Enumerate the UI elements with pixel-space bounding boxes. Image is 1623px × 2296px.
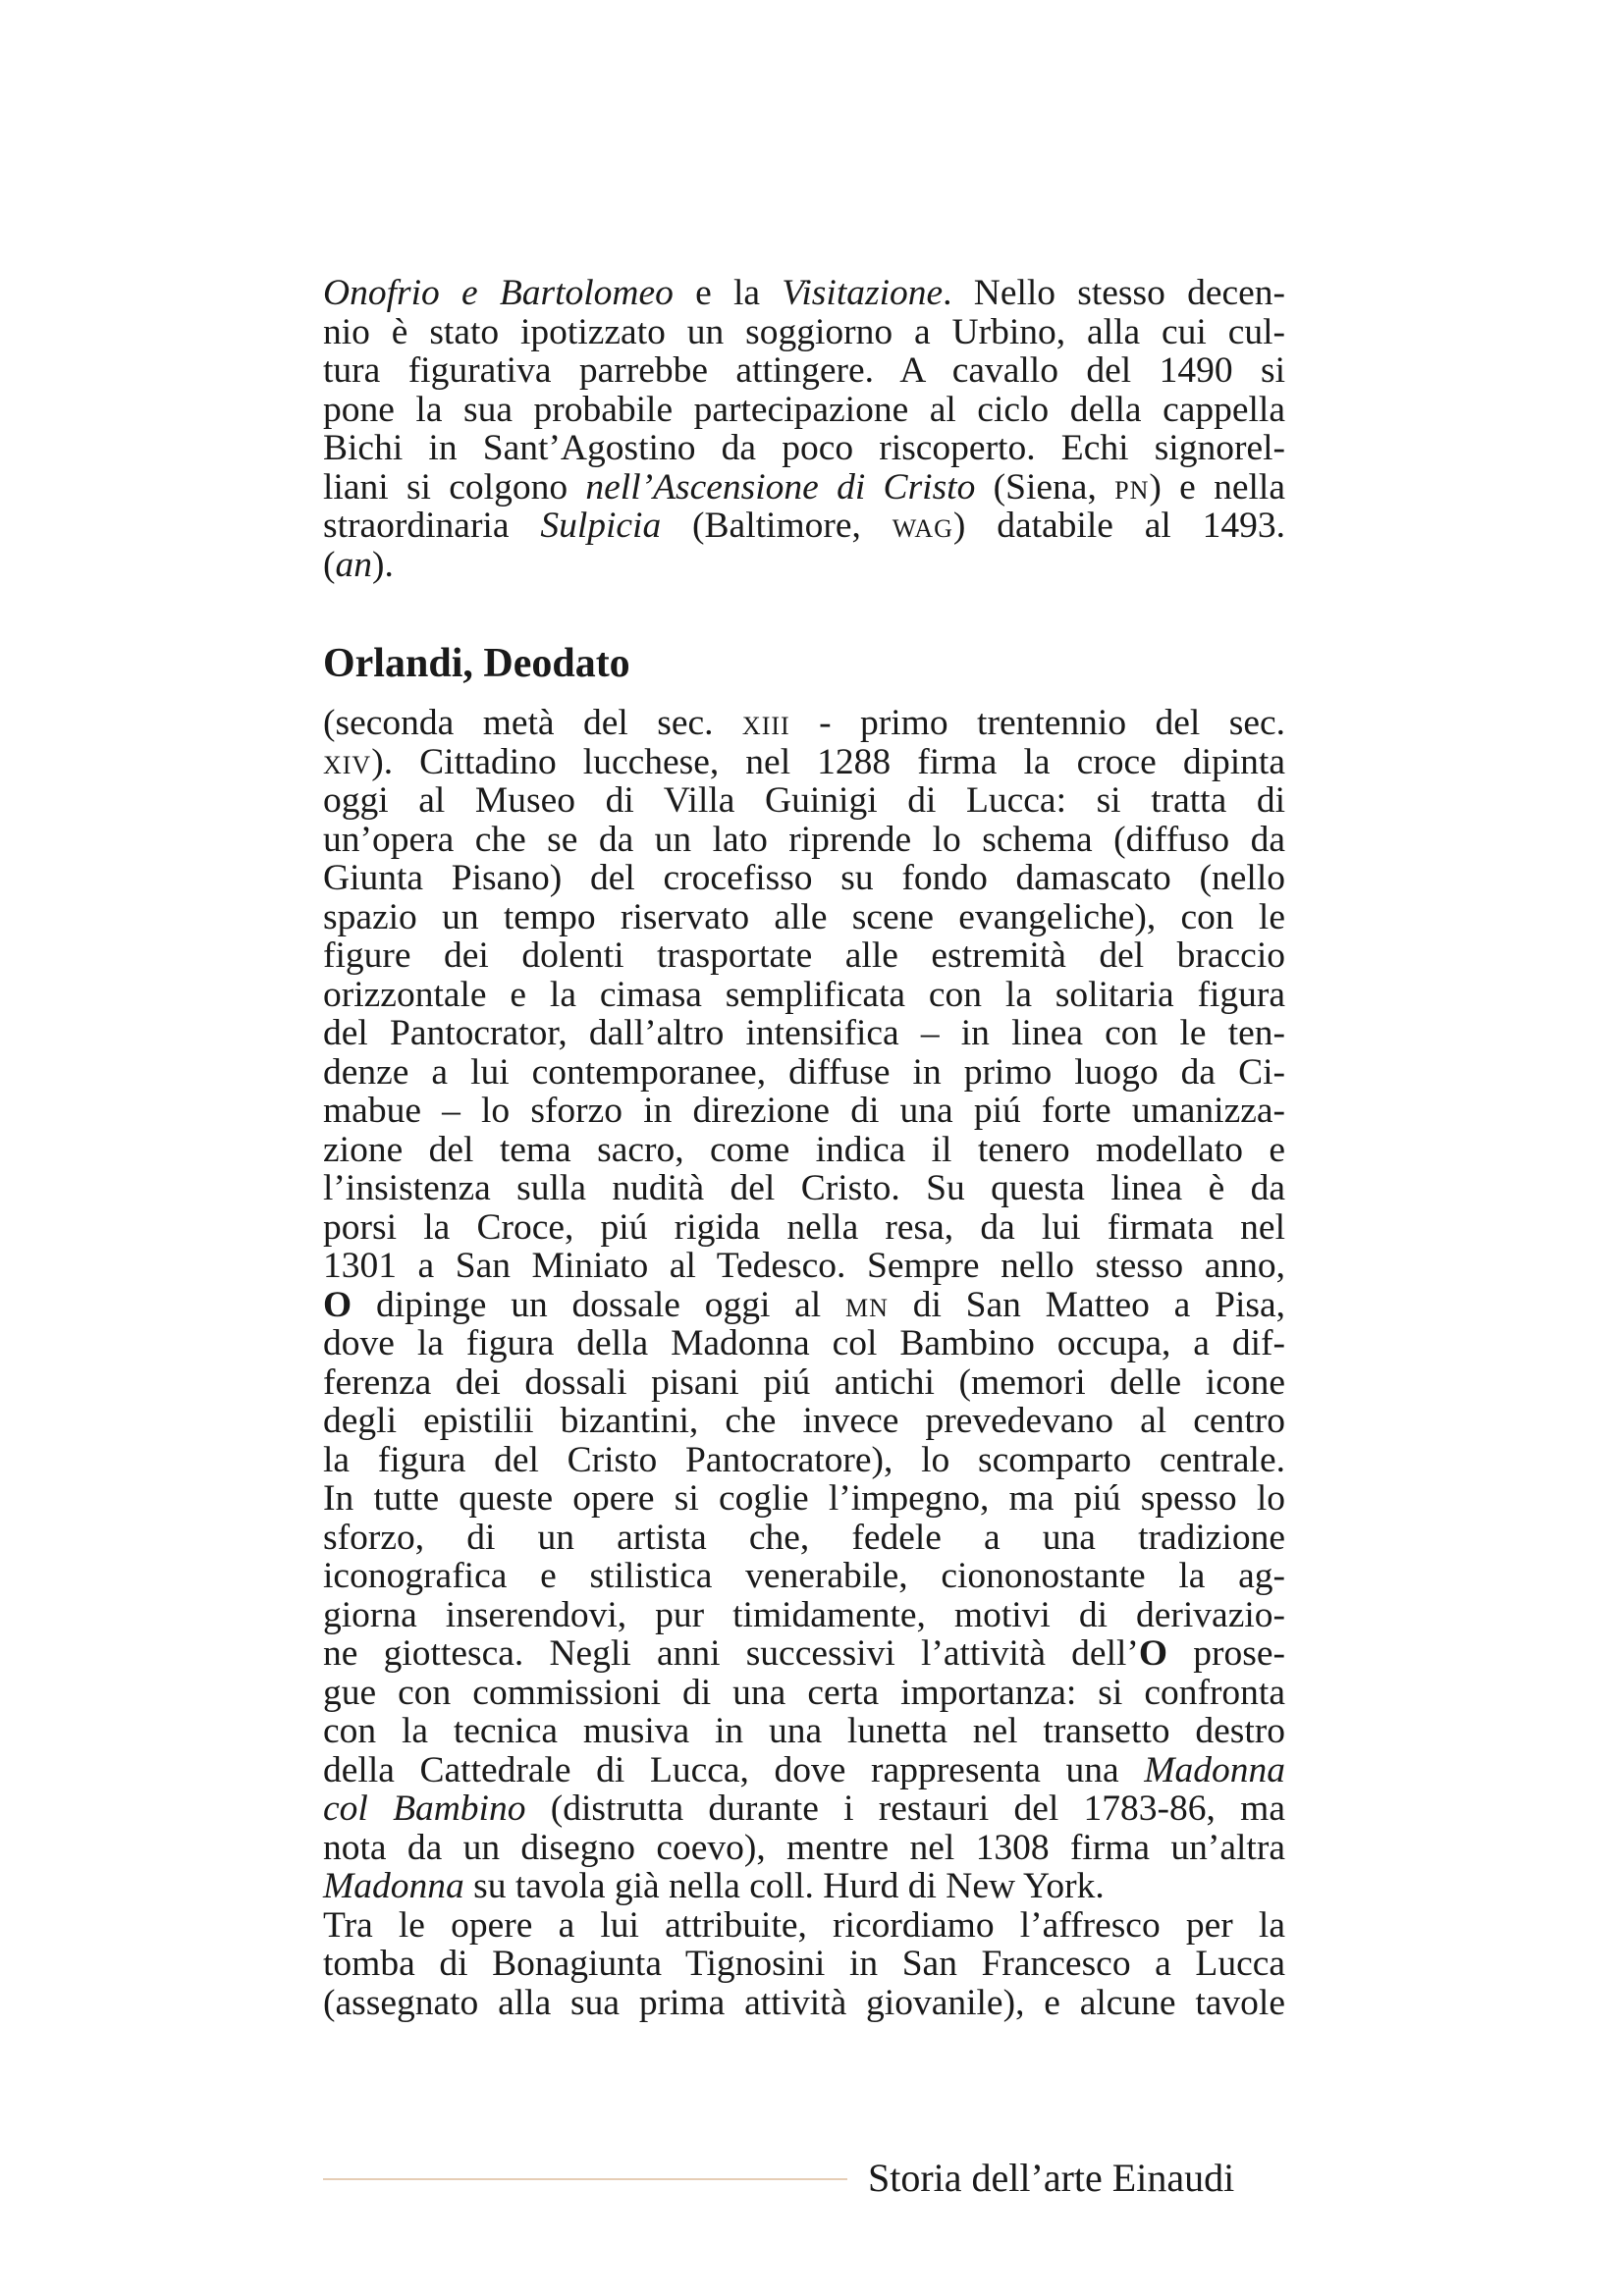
text-run: porsi la Croce, piú rigida nella resa, da lui firmata nel bbox=[323, 1206, 1285, 1248]
text-line bbox=[323, 1092, 1285, 1131]
text-line bbox=[323, 781, 1285, 821]
text-line bbox=[323, 1634, 1285, 1674]
text-run: giorna inserendovi, pur timidamente, motivi di derivazio- bbox=[323, 1594, 1285, 1635]
text-run: (Baltimore, bbox=[661, 506, 893, 546]
text-run: figure dei dolenti trasportate alle estremità del braccio bbox=[323, 935, 1285, 976]
text-line bbox=[323, 1596, 1285, 1635]
entry-body bbox=[323, 704, 1285, 2022]
text-line bbox=[323, 936, 1285, 976]
text-run: degli epistilii bizantini, che invece prevedevano al centro bbox=[323, 1401, 1285, 1441]
text-line bbox=[323, 1208, 1285, 1248]
text-line bbox=[323, 1131, 1285, 1170]
text-run: Tra le opere a lui attribuite, ricordiamo l’affresco per la bbox=[323, 1904, 1285, 1946]
text-run: nio è stato ipotizzato un soggiorno a Urbino, alla cui cul- bbox=[323, 311, 1285, 352]
text-run: (assegnato alla sua prima attività giovanile), e alcune tavole bbox=[323, 1982, 1285, 2023]
text-line bbox=[323, 821, 1285, 860]
text-line bbox=[323, 507, 1285, 546]
text-line bbox=[323, 976, 1285, 1015]
text-run: su tavola già nella coll. Hurd di New York. bbox=[463, 1866, 1105, 1906]
text-line bbox=[323, 1984, 1285, 2023]
text-run: mabue – lo sforzo in direzione di una piú forte umanizza- bbox=[323, 1091, 1285, 1131]
text-line bbox=[323, 1945, 1285, 1984]
text-line bbox=[323, 1169, 1285, 1208]
text-line bbox=[323, 1751, 1285, 1790]
text-run: In tutte queste opere si coglie l’impegno, ma piú spesso lo bbox=[323, 1478, 1285, 1519]
text-line bbox=[323, 1247, 1285, 1286]
smallcaps-text: wag bbox=[892, 506, 953, 546]
text-run: Bichi in Sant’Agostino da poco riscoperto. Echi signorel- bbox=[323, 428, 1285, 468]
smallcaps-text: mn bbox=[845, 1284, 889, 1325]
text-line bbox=[323, 1286, 1285, 1325]
text-line bbox=[323, 1906, 1285, 1946]
text-line bbox=[323, 1324, 1285, 1363]
text-run: liani si colgono bbox=[323, 466, 586, 507]
previous-entry-text bbox=[323, 274, 1285, 584]
text-run: del Pantocrator, dall’altro intensifica – in linea con le ten- bbox=[323, 1013, 1285, 1053]
text-run: orizzontale e la cimasa semplificata con la solitaria figura bbox=[323, 974, 1285, 1015]
text-run: - primo trentennio del sec. bbox=[789, 703, 1285, 743]
text-line bbox=[323, 1519, 1285, 1558]
italic-text: Onofrio e Bartolomeo bbox=[323, 273, 674, 313]
text-run: zione del tema sacro, come indica il tenero modellato e bbox=[323, 1129, 1285, 1170]
text-run: Giunta Pisano) del crocefisso su fondo damascato (nello bbox=[323, 858, 1285, 898]
text-run: e la bbox=[673, 273, 783, 313]
text-run: ). Cittadino lucchese, nel 1288 firma la croce dipinta bbox=[371, 741, 1285, 782]
text-line bbox=[323, 1014, 1285, 1053]
text-line bbox=[323, 429, 1285, 468]
text-run: tura figurativa parrebbe attingere. A cavallo del 1490 si bbox=[323, 350, 1285, 391]
text-run: oggi al Museo di Villa Guinigi di Lucca: si tratta di bbox=[323, 780, 1285, 821]
text-line bbox=[323, 898, 1285, 937]
text-line bbox=[323, 313, 1285, 352]
italic-text: col Bambino bbox=[323, 1789, 526, 1829]
text-run: (seconda metà del sec. bbox=[323, 703, 742, 743]
footer-rule bbox=[323, 2178, 847, 2180]
text-line bbox=[323, 274, 1285, 313]
text-run: gue con commissioni di una certa importanza: si confronta bbox=[323, 1672, 1285, 1713]
text-line bbox=[323, 1441, 1285, 1480]
text-run: straordinaria bbox=[323, 506, 541, 546]
text-line bbox=[323, 1557, 1285, 1596]
italic-text: Visitazione bbox=[782, 273, 944, 313]
text-run: un’opera che se da un lato riprende lo schema (diffuso da bbox=[323, 819, 1285, 860]
italic-text: Madonna bbox=[1144, 1749, 1285, 1790]
text-line bbox=[323, 391, 1285, 430]
text-run: spazio un tempo riservato alle scene evangeliche), con le bbox=[323, 896, 1285, 937]
text-run: con la tecnica musiva in una lunetta nel transetto destro bbox=[323, 1711, 1285, 1751]
text-line bbox=[323, 1402, 1285, 1441]
text-run: sforzo, di un artista che, fedele a una tradizione bbox=[323, 1517, 1285, 1558]
smallcaps-text: pn bbox=[1114, 466, 1150, 507]
text-run: iconografica e stilistica venerabile, ciononostante la ag- bbox=[323, 1556, 1285, 1596]
text-run: (Siena, bbox=[975, 466, 1115, 507]
text-run: ( bbox=[323, 544, 336, 585]
text-run: ) e nella bbox=[1149, 466, 1285, 507]
text-run: nota da un disegno coevo), mentre nel 1308 firma un’altra bbox=[323, 1827, 1285, 1868]
text-run: prose- bbox=[1167, 1633, 1285, 1674]
text-line bbox=[323, 1829, 1285, 1868]
text-line bbox=[323, 1479, 1285, 1519]
text-run: pone la sua probabile partecipazione al ciclo della cappella bbox=[323, 389, 1285, 430]
text-line bbox=[323, 351, 1285, 391]
italic-text: Sulpicia bbox=[540, 506, 662, 546]
text-line bbox=[323, 1712, 1285, 1751]
text-run: . Nello stesso decen- bbox=[943, 273, 1285, 313]
text-line bbox=[323, 1789, 1285, 1829]
text-run: dipinge un dossale oggi al bbox=[352, 1284, 845, 1325]
text-line bbox=[323, 546, 1285, 585]
text-run: ) databile al 1493. bbox=[952, 506, 1285, 546]
text-line bbox=[323, 1363, 1285, 1403]
text-line bbox=[323, 1867, 1285, 1906]
smallcaps-text: xiii bbox=[741, 703, 790, 743]
text-run: ne giottesca. Negli anni successivi l’attività dell’ bbox=[323, 1633, 1139, 1674]
text-run: ). bbox=[372, 544, 394, 585]
text-run: denze a lui contemporanee, diffuse in primo luogo da Ci- bbox=[323, 1051, 1285, 1093]
text-run: 1301 a San Miniato al Tedesco. Sempre nello stesso anno, bbox=[323, 1246, 1285, 1286]
text-line bbox=[323, 1674, 1285, 1713]
text-line bbox=[323, 743, 1285, 782]
text-run: dove la figura della Madonna col Bambino occupa, a dif- bbox=[323, 1323, 1285, 1363]
text-run: di San Matteo a Pisa, bbox=[888, 1284, 1286, 1325]
text-run: la figura del Cristo Pantocratore), lo scomparto centrale. bbox=[323, 1439, 1285, 1480]
text-run: (distrutta durante i restauri del 1783-86, ma bbox=[525, 1789, 1285, 1829]
entry-title: Orlandi, Deodato bbox=[323, 641, 630, 686]
text-line bbox=[323, 859, 1285, 898]
text-line bbox=[323, 704, 1285, 743]
footer-title: Storia dell’arte Einaudi bbox=[868, 2156, 1235, 2200]
italic-text: an bbox=[335, 544, 372, 585]
text-run: ferenza dei dossali pisani piú antichi (memori delle icone bbox=[323, 1362, 1285, 1403]
smallcaps-text: xiv bbox=[323, 741, 372, 782]
bold-text: O bbox=[1138, 1633, 1168, 1674]
italic-text: Madonna bbox=[323, 1866, 464, 1906]
text-run: l’insistenza sulla nudità del Cristo. Su questa linea è da bbox=[323, 1168, 1285, 1208]
bold-text: O bbox=[323, 1284, 352, 1325]
text-run: della Cattedrale di Lucca, dove rappresenta una bbox=[323, 1749, 1145, 1790]
italic-text: nell’Ascensione di Cristo bbox=[585, 466, 976, 507]
text-run: tomba di Bonagiunta Tignosini in San Francesco a Lucca bbox=[323, 1944, 1285, 1984]
text-line bbox=[323, 1053, 1285, 1093]
text-line bbox=[323, 468, 1285, 507]
